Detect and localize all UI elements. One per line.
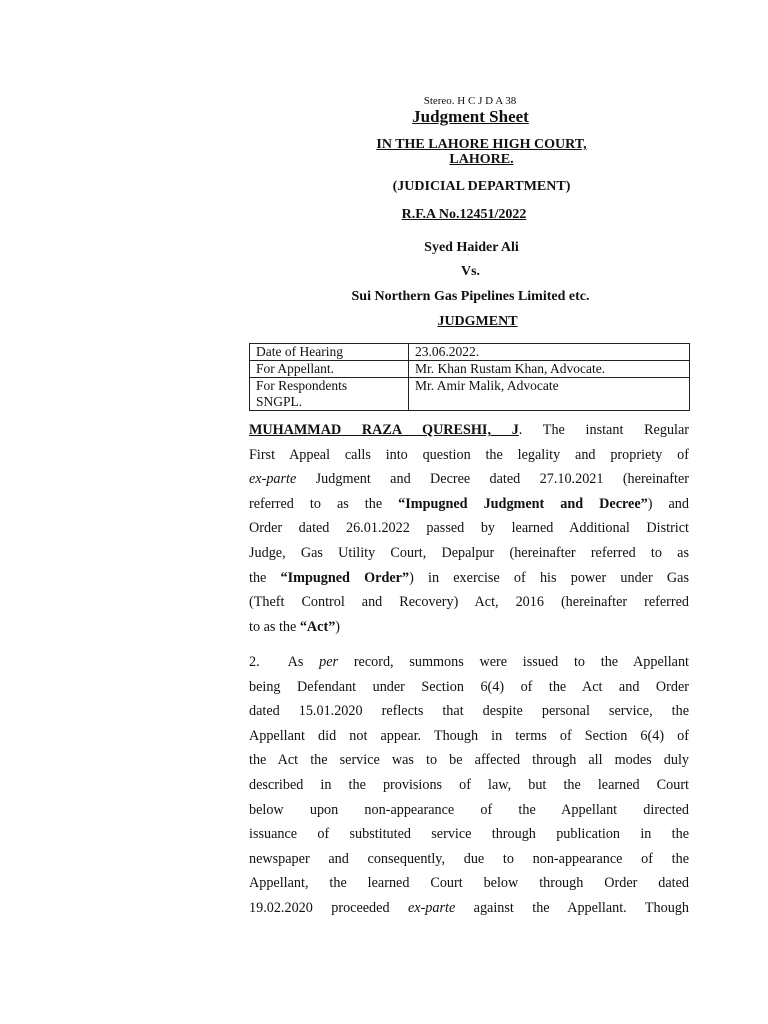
text-run: ex-parte [249,471,297,488]
court-name-line1: IN THE LAHORE HIGH COURT, [376,137,587,152]
respondent-name: Sui Northern Gas Pipelines Limited etc. [351,289,590,304]
row-value: 23.06.2022. [409,344,690,361]
text-run: per [319,654,339,670]
row-label-text: Date of Hearing [256,344,343,359]
defined-term: “Impugned Order” [280,569,410,586]
row-label [250,361,409,378]
text-run: to as the [249,618,300,635]
text-line [249,467,689,492]
appellant-name: Syed Haider Ali [424,240,519,255]
text-line: Judge, Gas Utility Court, Depalpur (hereinafter referred to as [249,544,689,561]
text-run: the [249,569,281,586]
table-row [250,378,690,411]
text-run: As [287,654,320,670]
paragraph-2 [249,650,689,921]
row-label [250,378,409,411]
text-run: ) and [647,495,689,512]
sheet-title: Judgment Sheet [412,107,529,126]
text-line: First Appeal calls into question the legality and propriety of [249,446,689,463]
text-run: ex-parte [407,899,456,916]
row-label [250,344,409,361]
text-run: referred to as the [249,495,399,512]
text-run: against the Appellant. Though [455,899,690,916]
text-run: record, summons were issued to the Appellant [338,654,689,670]
table-row [250,361,690,378]
text-line: (Theft Control and Recovery) Act, 2016 (hereinafter referred [249,594,689,611]
text-line [249,492,689,517]
text-line: below upon non-appearance of the Appellant directed [249,801,689,818]
defined-term: “Act” [299,618,336,635]
court-name-line2: LAHORE. [449,152,514,167]
text-run: ) [335,618,341,635]
case-number: R.F.A No.12451/2022 [401,207,527,222]
judge-name: MUHAMMAD RAZA QURESHI, J [249,422,519,438]
defined-term: “Impugned Judgment and Decree” [398,495,648,512]
text-line: dated 15.01.2020 reflects that despite personal service, the [249,703,689,720]
text-line [249,418,689,443]
row-label-text-continued: SNGPL. [256,394,303,409]
stereo-reference: Stereo. H C J D A 38 [423,95,517,107]
text-line: issuance of substituted service through publication in the [249,826,689,843]
row-value: Mr. Khan Rustam Khan, Advocate. [409,361,690,378]
text-line: Order dated 26.01.2022 passed by learned Additional District [249,520,689,537]
judgment-heading: JUDGMENT [437,314,518,329]
text-line [249,566,689,591]
hearing-details-table [249,343,690,411]
paragraph-number: 2. [249,654,260,670]
text-run: . The instant Regular [518,422,689,438]
text-line: described in the provisions of law, but the learned Court [249,776,689,793]
text-line: Appellant, the learned Court below through Order dated [249,875,689,892]
row-label-text: For Appellant. [256,361,334,376]
text-line [249,615,689,640]
text-run: ) in exercise of his power under Gas [409,569,689,586]
text-line [249,896,689,921]
row-value: Mr. Amir Malik, Advocate [409,378,690,411]
text-line: newspaper and consequently, due to non-appearance of the [249,850,689,867]
row-label-text: For Respondents [256,378,348,393]
paragraph-1 [249,418,689,639]
text-run: Judgment and Decree dated 27.10.2021 (hereinafter [296,471,689,488]
text-line: being Defendant under Section 6(4) of the Act and Order [249,678,689,695]
department: (JUDICIAL DEPARTMENT) [392,179,571,194]
versus-label: Vs. [460,264,481,279]
text-run: 19.02.2020 proceeded [249,899,408,916]
text-line [249,650,689,675]
table-row [250,344,690,361]
text-line: the Act the service was to be affected through all modes duly [249,752,689,769]
text-line: Appellant did not appear. Though in terms of Section 6(4) of [249,727,689,744]
